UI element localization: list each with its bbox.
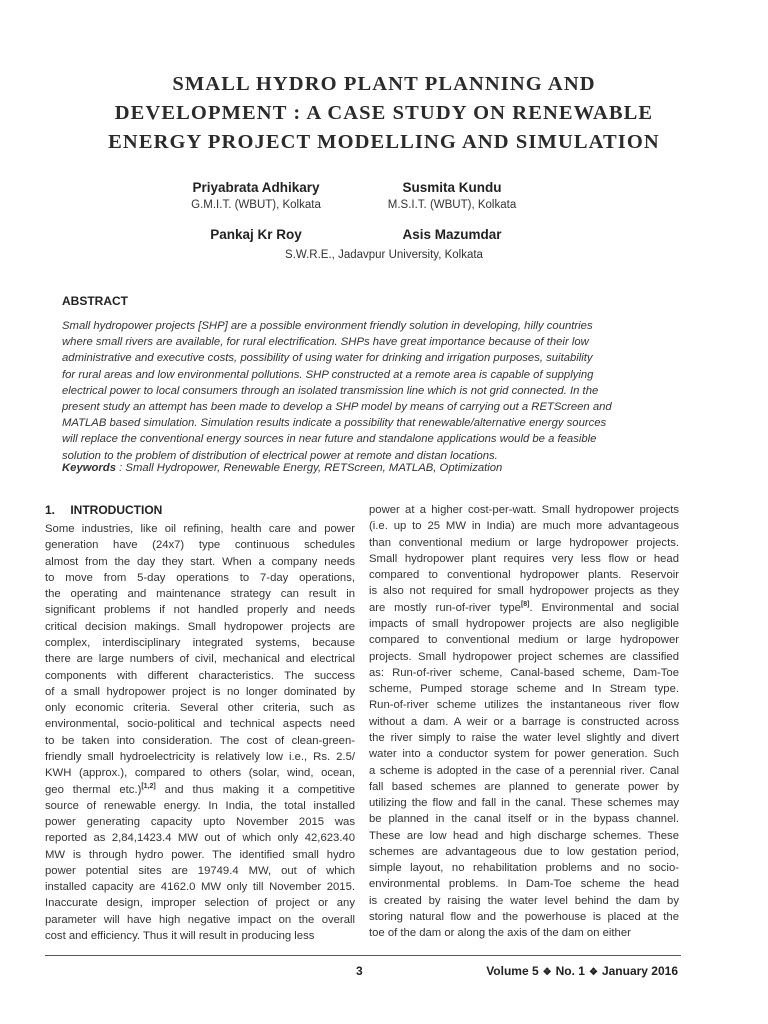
abstract-heading: ABSTRACT xyxy=(62,294,128,308)
keywords-label: Keywords xyxy=(62,462,116,474)
body-line: water into a conductor system for power generation. Such xyxy=(369,748,679,761)
body-line: significant problems if not handled properly and needs xyxy=(45,604,355,617)
number-label: No. 1 xyxy=(555,964,585,978)
body-line: power potential sites are 19749.4 MW, out of which xyxy=(45,864,355,877)
body-line: components with different characteristics. The success xyxy=(45,669,355,682)
body-line: be planned in the canal itself or in the bypass channel. xyxy=(369,813,679,826)
body-line: the river simply to raise the water level slightly and divert xyxy=(369,731,679,744)
body-line: environmental problems. In Dam-Toe scheme the head xyxy=(369,878,679,891)
body-line: environmental, socio-political and technical aspects need xyxy=(45,718,355,731)
body-line: fall based schemes are planned to generate power by xyxy=(369,780,679,793)
body-line-text: and thus making it a competitive xyxy=(155,783,355,796)
body-line: utilizing the flow and fall in the canal. These schemes may xyxy=(369,797,679,810)
body-line: generation have (24x7) type continuous schedules xyxy=(45,539,355,552)
abstract-line: will replace the conventional energy sources in near future and standalone applications would be a feasible xyxy=(62,433,597,446)
body-line: toe of the dam or along the axis of the dam on either xyxy=(369,927,631,940)
body-line: to move from 5-day operations to 7-day operations, xyxy=(45,571,355,584)
body-line: there are large numbers of civil, mechanical and electrical xyxy=(45,653,355,666)
body-line-citation xyxy=(45,782,355,798)
citation-ref: [8] xyxy=(520,600,530,608)
body-line: without a dam. A weir or a barrage is constructed across xyxy=(369,715,679,728)
abstract-line: where small rivers are available, for rural electrification. SHPs have great importance because of their low xyxy=(62,336,589,349)
volume-label: Volume 5 xyxy=(486,964,539,978)
body-line: Run-of-river scheme utilizes the instantaneous river flow xyxy=(369,699,679,712)
abstract-line: Small hydropower projects [SHP] are a possible environment friendly solution in developing, hilly countries xyxy=(62,320,593,332)
body-line: These are low head and high discharge schemes. These xyxy=(369,829,679,842)
keywords-text: : Small Hydropower, Renewable Energy, RETScreen, MATLAB, Optimization xyxy=(119,462,503,474)
body-line: only economic criteria. Several other criteria, such as xyxy=(45,702,355,715)
body-line: power generating capacity upto November 2015 was xyxy=(45,816,355,829)
author-name: Susmita Kundu xyxy=(402,180,502,195)
body-line: critical decision makings. Small hydropower projects are xyxy=(45,620,355,633)
body-line: complex, interdisciplinary integrated systems, because xyxy=(45,636,355,649)
section-number: 1. xyxy=(45,503,56,517)
abstract-line: for rural areas and low environmental pollutions. SHP constructed at a remote area is capable of supplying xyxy=(62,368,594,381)
citation-ref: [1,2] xyxy=(141,782,156,790)
body-line: simple layout, no rehabilitation problems and no socio- xyxy=(369,862,679,875)
body-line: than conventional medium or large hydropower projects. xyxy=(369,536,679,549)
body-line: compared to conventional hydropower plants. Reservoir xyxy=(369,569,679,582)
footer-divider xyxy=(45,955,681,956)
body-line: friendly small hydroelectricity is relatively low i.e., Rs. 2.5/ xyxy=(45,750,355,763)
body-line: power at a higher cost-per-watt. Small hydropower projects xyxy=(369,504,679,516)
author-affiliation: G.M.I.T. (WBUT), Kolkata xyxy=(191,199,321,211)
date-label: January 2016 xyxy=(601,964,678,978)
body-line: a scheme is adopted in the case of a perennial river. Canal xyxy=(369,764,679,777)
body-line-text: . Environmental and social xyxy=(529,601,679,614)
body-line: KWH (approx.), compared to others (solar, wind, ocean, xyxy=(45,767,355,780)
body-line: impacts of small hydropower projects are also negligible xyxy=(369,617,679,630)
paper-title xyxy=(40,70,728,157)
body-line: almost from the day they start. When a company needs xyxy=(45,555,355,568)
issue-info xyxy=(486,964,678,978)
body-line: projects. Small hydropower project schemes are classified xyxy=(369,650,679,663)
body-line-citation xyxy=(369,600,679,616)
page-number: 3 xyxy=(356,964,363,978)
section-heading xyxy=(45,502,355,518)
body-line: to be taken into consideration. The cost of clean-green- xyxy=(45,734,355,747)
title-line: SMALL HYDRO PLANT PLANNING AND xyxy=(172,73,596,95)
title-line: DEVELOPMENT : A CASE STUDY ON RENEWABLE xyxy=(114,102,654,124)
body-line: schemes are advantageous due to low gestation period, xyxy=(369,845,679,858)
left-column xyxy=(45,502,355,944)
body-line: storing natural flow and the powerhouse is placed at the xyxy=(369,911,679,924)
abstract-line: MATLAB based simulation. Simulation results indicate a possibility that renewable/alternative energy sources xyxy=(62,417,607,430)
body-line: of a small hydropower project is no longer dominated by xyxy=(45,685,355,698)
abstract-line: administrative and executive costs, possibility of using water for drinking and irrigation purposes, suitability xyxy=(62,352,593,365)
body-line: Small hydropower plant requires very less flow or head xyxy=(369,552,679,565)
abstract-line: electrical power to local consumers through an isolated transmission line which is not grid connected. In the xyxy=(62,384,599,397)
keywords xyxy=(62,462,682,474)
section-title: INTRODUCTION xyxy=(70,503,163,517)
right-column xyxy=(369,502,679,942)
diamond-separator-icon: ❖ xyxy=(542,967,552,978)
body-line: reported as 2,84,1423.4 MW out of which only 42,623.40 xyxy=(45,832,355,845)
author-name: Pankaj Kr Roy xyxy=(210,227,302,242)
author-affiliation: M.S.I.T. (WBUT), Kolkata xyxy=(387,199,517,211)
author-affiliation-shared: S.W.R.E., Jadavpur University, Kolkata xyxy=(285,249,483,261)
abstract-line: solution to the problem of distribution of electrical power at remote and distan locations. xyxy=(62,449,498,462)
body-line: is also not required for small hydropower projects as they xyxy=(369,585,679,598)
author-name: Asis Mazumdar xyxy=(402,227,502,242)
author-name: Priyabrata Adhikary xyxy=(192,180,320,195)
body-line-text: are mostly run-of-river type xyxy=(369,601,521,614)
abstract-body xyxy=(62,318,672,464)
abstract-line: present study an attempt has been made to develop a SHP model by means of carrying out a RETScreen and xyxy=(62,401,612,414)
diamond-separator-icon: ❖ xyxy=(588,967,598,978)
body-line: Some industries, like oil refining, health care and power xyxy=(45,523,355,535)
body-line-text: geo thermal etc.) xyxy=(45,783,142,796)
body-line: source of renewable energy. In India, the total installed xyxy=(45,799,355,812)
body-line: the operating and maintenance strategy can result in xyxy=(45,588,355,601)
title-line: ENERGY PROJECT MODELLING AND SIMULATION xyxy=(108,131,660,153)
body-line: installed capacity are 4162.0 MW only till November 2015. xyxy=(45,881,355,894)
body-line: is created by raising the water level behind the dam by xyxy=(369,894,679,907)
body-line: parameter will have high negative impact on the overall xyxy=(45,913,355,926)
body-line: cost and efficiency. Thus it will result in producing less xyxy=(45,930,315,943)
body-line: scheme, Pumped storage scheme and In Stream type. xyxy=(369,683,679,696)
body-line: as: Run-of-river scheme, Canal-based scheme, Dam-Toe xyxy=(369,666,679,679)
body-line: Inaccurate design, improper selection of project or any xyxy=(45,897,355,910)
body-line: compared to conventional medium or large hydropower xyxy=(369,634,679,647)
body-line: (i.e. up to 25 MW in India) are much more advantageous xyxy=(369,520,679,533)
body-line: MW is through hydro power. The identified small hydro xyxy=(45,848,355,861)
